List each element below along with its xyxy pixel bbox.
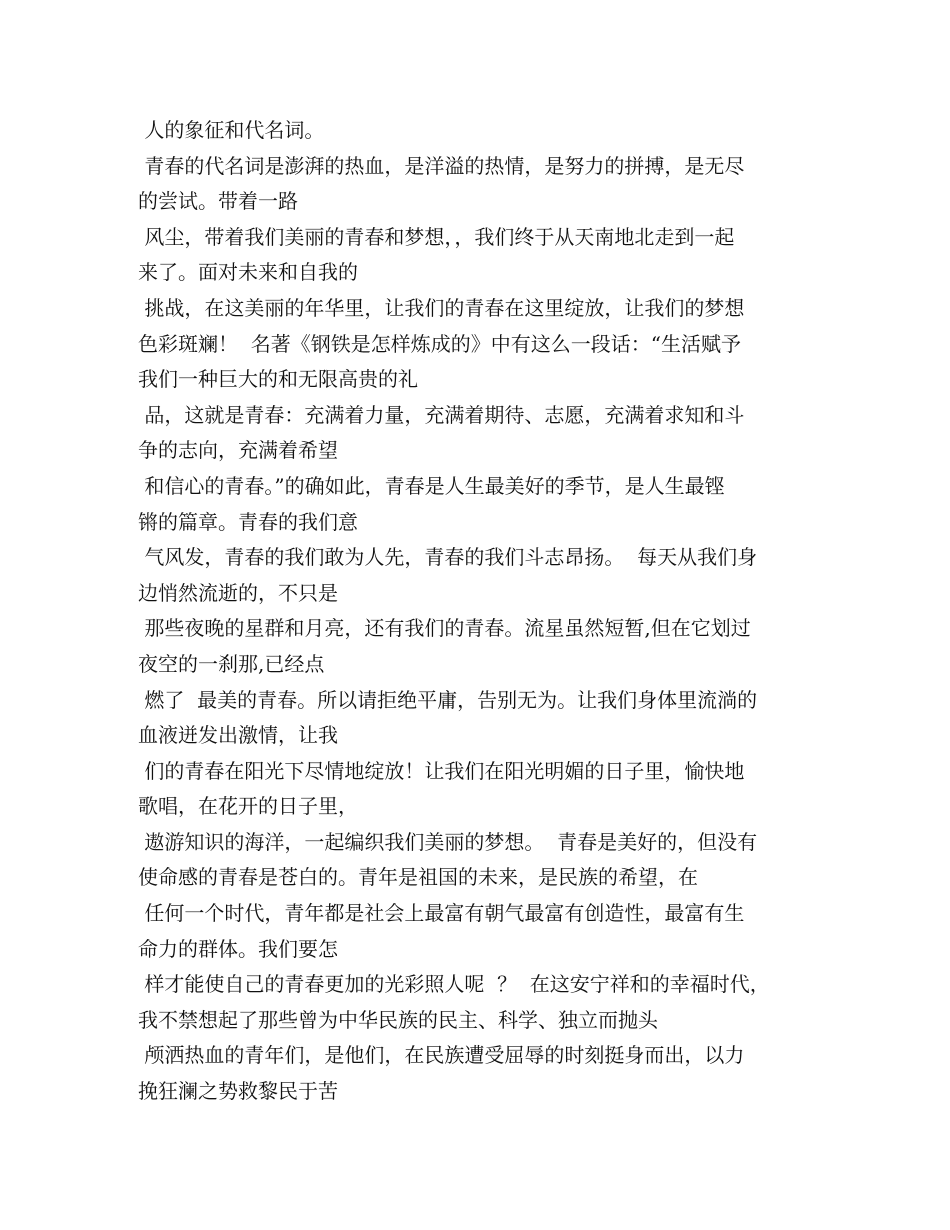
text-line: 歌唱，在花开的日子里， bbox=[138, 794, 358, 819]
text-line: 品，这就是青春：充满着力量，充满着期待、志愿，充满着求知和斗 bbox=[138, 402, 745, 427]
text-line: 命力的群体。我们要怎 bbox=[138, 936, 338, 961]
text-line: 我们一种巨大的和无限高贵的礼 bbox=[138, 367, 418, 392]
text-line: 边悄然流逝的，不只是 bbox=[138, 580, 338, 605]
text-line: 挽狂澜之势救黎民于苦 bbox=[138, 1079, 338, 1104]
text-line: 夜空的一刹那,已经点 bbox=[138, 651, 325, 676]
text-line: 任何一个时代，青年都是社会上最富有朝气最富有创造性，最富有生 bbox=[138, 901, 745, 926]
text-line: 争的志向，充满着希望 bbox=[138, 438, 338, 463]
body-text bbox=[138, 113, 838, 1110]
text-line: 风尘，带着我们美丽的青春和梦想，，我们终于从天南地北走到一起 bbox=[138, 224, 735, 249]
text-line: 我不禁想起了那些曾为中华民族的民主、科学、独立而抛头 bbox=[138, 1007, 658, 1032]
text-line: 血液迸发出激情，让我 bbox=[138, 723, 338, 748]
text-line: 人的象征和代名词。 bbox=[138, 118, 325, 142]
text-line: 和信心的青春。”的确如此，青春是人生最美好的季节，是人生最铿 bbox=[138, 473, 725, 498]
text-line: 遨游知识的海洋，一起编织我们美丽的梦想。 青春是美好的，但没有 bbox=[138, 829, 758, 854]
text-line: 气风发，青春的我们敢为人先，青春的我们斗志昂扬。 每天从我们身 bbox=[138, 545, 758, 570]
text-line: 燃了 最美的青春。所以请拒绝平庸，告别无为。让我们身体里流淌的 bbox=[138, 687, 758, 712]
text-line: 们的青春在阳光下尽情地绽放！让我们在阳光明媚的日子里，愉快地 bbox=[138, 758, 745, 783]
text-line: 颅洒热血的青年们，是他们，在民族遭受屈辱的时刻挺身而出，以力 bbox=[138, 1043, 745, 1068]
text-line: 锵的篇章。青春的我们意 bbox=[138, 509, 358, 534]
text-line: 青春的代名词是澎湃的热血，是洋溢的热情，是努力的拼搏，是无尽 bbox=[138, 153, 745, 178]
text-line: 的尝试。带着一路 bbox=[138, 189, 298, 214]
text-line: 样才能使自己的青春更加的光彩照人呢 ？ 在这安宁祥和的幸福时代， bbox=[138, 972, 770, 997]
text-line: 那些夜晚的星群和月亮，还有我们的青春。流星虽然短暂,但在它划过 bbox=[138, 616, 751, 641]
text-line: 来了。面对未来和自我的 bbox=[138, 260, 358, 285]
text-line: 使命感的青春是苍白的。青年是祖国的未来，是民族的希望，在 bbox=[138, 865, 698, 890]
text-line: 色彩斑斓！ 名著《钢铁是怎样炼成的》中有这么一段话：“生活赋予 bbox=[138, 331, 741, 356]
text-line: 挑战，在这美丽的年华里，让我们的青春在这里绽放，让我们的梦想 bbox=[138, 295, 745, 320]
